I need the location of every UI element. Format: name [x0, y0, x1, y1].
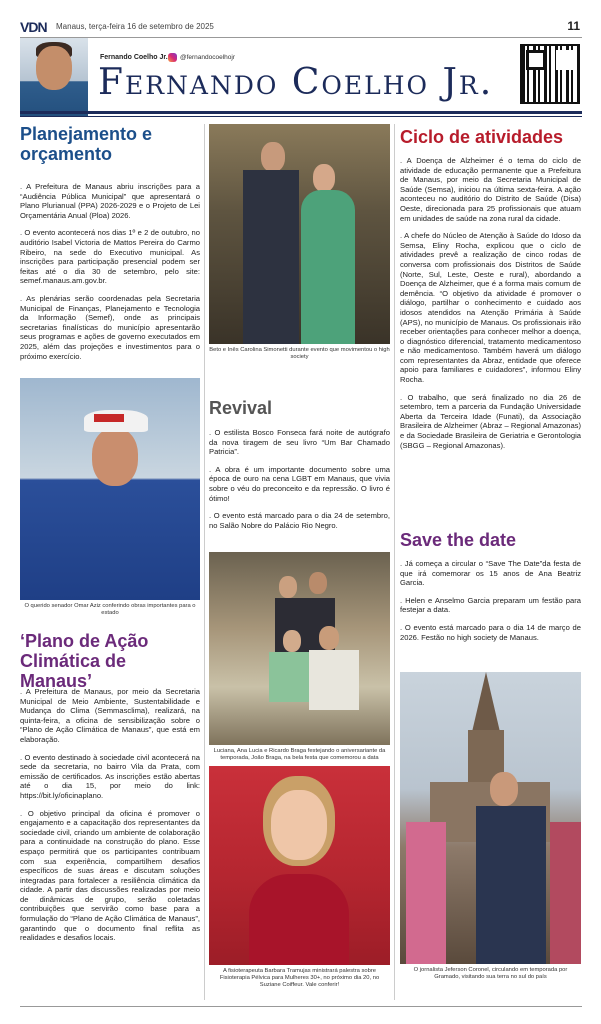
paragraph: . O evento está marcado para o dia 24 de setembro, no Salão Nobre do Palácio Rio Negro. [209, 511, 390, 530]
party-photo [209, 552, 390, 745]
paragraph: . O evento destinado à sociedade civil acontecerá na sede da secretaria, no bairro Vila da Prata, com emissão de certificados. As inscrições estão abertas até o dia 15, por meio do link: https://bit.ly/oficinaplano. [20, 752, 200, 800]
page-number: 11 [567, 19, 580, 33]
couple-caption: Beto e Inês Carolina Simonetti durante evento que movimentou o high society [209, 347, 390, 360]
paragraph: . A Prefeitura de Manaus abriu inscrições para a “Audiência Pública Municipal” que apresentará o Plano Plurianual (PPA) 2026-2029 e o Projeto de Lei Orçamentária Anual (Ploa) 2026. [20, 182, 200, 220]
article-revival [209, 428, 390, 538]
masthead-rule-thin [20, 116, 582, 117]
masthead-title: Fernando Coelho Jr. [98, 62, 494, 103]
headline-planejamento: Planejamento e orçamento [20, 124, 153, 164]
paragraph: . A chefe do Núcleo de Atenção à Saúde do Idoso da Semsa, Eliny Rocha, explicou que o ciclo de atividades prevê a realização de cinco rodas de conversa com profissionais dos Distritos de Saúde (Norte, Sul, Leste, Oeste e rural), abordando a Doença de Alzheimer, que é a forma mais comum de demência. “O objetivo da atividade é promover o diálogo, partilhar o conhecimento e cuidado aos idosos atendidos na Atenção Primária à Saúde (APS), no município de Manaus. Os profissionais irão receber orientações para conhecer melhor a doença, o diagnóstico diferencial, tratamento medicamentoso e não medicamentoso. Também haverá um diálogo com representantes da Abraz, entidade que oferece apoio para familiares e cuidadores”, informou Eliny Rocha. [400, 231, 581, 385]
headline-revival: Revival [209, 398, 273, 418]
paragraph: . A Prefeitura de Manaus, por meio da Secretaria Municipal de Meio Ambiente, Sustentabilidade e Mudança do Clima (Semmasclima), realizará, na quinta-feira, a oficina de sensibilização sobre o “Plano de Ação Climática de Manaus”, que está em elaboração. [20, 687, 200, 744]
senator-caption: O querido senador Omar Aziz conferindo obras importantes para o estado [24, 603, 196, 616]
article-ciclo [400, 156, 581, 458]
paragraph: . A obra é um importante documento sobre uma época de ouro na cena LGBT em Manaus, que vivia sobre o véu do preconceito e da repressão. O livro é ótimo! [209, 464, 390, 503]
bottom-rule [20, 1006, 582, 1007]
paragraph: . Helen e Anselmo Garcia preparam um festão para festejar a data. [400, 595, 581, 615]
article-save-the-date [400, 559, 581, 650]
dateline: Manaus, terça-feira 16 de setembro de 2025 [56, 22, 214, 31]
top-rule [20, 37, 582, 38]
paragraph: . As plenárias serão coordenadas pela Secretaria Municipal de Finanças, Planejamento e Tecnologia da Informação (Semef), onde as principais secretarias finalísticas do município apresentarão seus programas e ações de governo executados em 2025, além das projeções e investimentos para o próximo exercício. [20, 293, 200, 361]
paragraph: . O estilista Bosco Fonseca fará noite de autógrafo da nova tiragem de seu livro “Um Bar Chamado Patricia”. [209, 428, 390, 457]
article-plano-climatico [20, 687, 200, 951]
byline: Fernando Coelho Jr. [100, 54, 168, 61]
column-divider [394, 124, 395, 1000]
column-divider [204, 124, 205, 1000]
instagram-handle: @fernandocoelhojr [180, 54, 236, 61]
senator-photo [20, 378, 200, 600]
paragraph: . O objetivo principal da oficina é promover o engajamento e a capacitação dos representantes da sociedade civil, criando um ambiente de colaboração para a continuidade na construção do plano. Esse espaço permitirá que os participantes contribuam com sua experiência, compartilhem desafios específicos de suas áreas e discutam soluções integradas para fortalecer a resiliência climática da cidade. A partir das discussões realizadas por meio de dinâmicas de grupo, serão coletadas contribuições que servirão como base para a formulação do “Plano de Ação Climática de Manaus”, garantindo que o documento final reflita as realidades e desafios locais. [20, 808, 200, 943]
headline-plano-climatico: ‘Plano de Ação Climática de Manaus’ [20, 631, 149, 691]
paragraph: . O trabalho, que será finalizado no dia 26 de setembro, tem a parceria da Fundação Universidade Aberta da Terceira Idade (Funati), da Associação Brasileira de Alzheimer (Abraz – Regional Amazonas) e da Sociedade Brasileira de Geriatria e Gerontologia (SBGG – Regional Amazonas). [400, 392, 581, 450]
vdn-logo: VDN [20, 19, 47, 35]
paragraph: . O evento está marcado para o dia 14 de março de 2026. Festão no high society de Manaus. [400, 622, 581, 642]
article-planejamento [20, 182, 200, 369]
gramado-photo [400, 672, 581, 964]
party-caption: Luciana, Ana Lucia e Ricardo Braga festejando o aniversariante da temporada, João Braga, na bela festa que comemorou a data [213, 748, 386, 761]
top-bar [20, 18, 582, 38]
physio-caption: A fisioterapeuta Barbara Tramujas ministrará palestra sobre Fisioterapia Pélvica para Mulheres 30+, no próximo dia 20, no Suziane Coiffeur. Vale conferir! [219, 968, 380, 988]
instagram-icon [168, 53, 177, 62]
physio-photo [209, 766, 390, 965]
paragraph: . O evento acontecerá nos dias 1º e 2 de outubro, no auditório Isabel Victoria de Mattos Pereira do Carmo Ribeiro, na sede do Executivo municipal. As inscrições para participação presencial podem ser feitas até o dia 30 de setembro, pelo site: semef.manaus.am.gov.br. [20, 228, 200, 286]
columnist-portrait [20, 38, 88, 116]
paragraph: . Já começa a circular o “Save The Date”da festa de que irá comemorar os 15 anos de Ana Beatriz Garcia. [400, 559, 581, 588]
couple-photo [209, 124, 390, 344]
headline-ciclo: Ciclo de atividades [400, 127, 564, 147]
masthead-rule [20, 111, 582, 114]
qr-code-icon [520, 44, 580, 104]
headline-save-the-date: Save the date [400, 530, 517, 550]
gramado-caption: O jornalista Jeferson Coronel, circulando em temporada por Gramado, visitando sua terra no sul do país [413, 967, 568, 980]
paragraph: . A Doença de Alzheimer é o tema do ciclo de atividade de educação permanente que a Prefeitura de Manaus, por meio da Secretaria Municipal de Saúde (Semsa), iniciou na última sexta-feira. A ação aconteceu no auditório do Distrito de Saúde (Disa) Oeste, direcionada para 25 profissionais que atuam em unidades de saúde na zona rural da cidade. [400, 156, 581, 223]
